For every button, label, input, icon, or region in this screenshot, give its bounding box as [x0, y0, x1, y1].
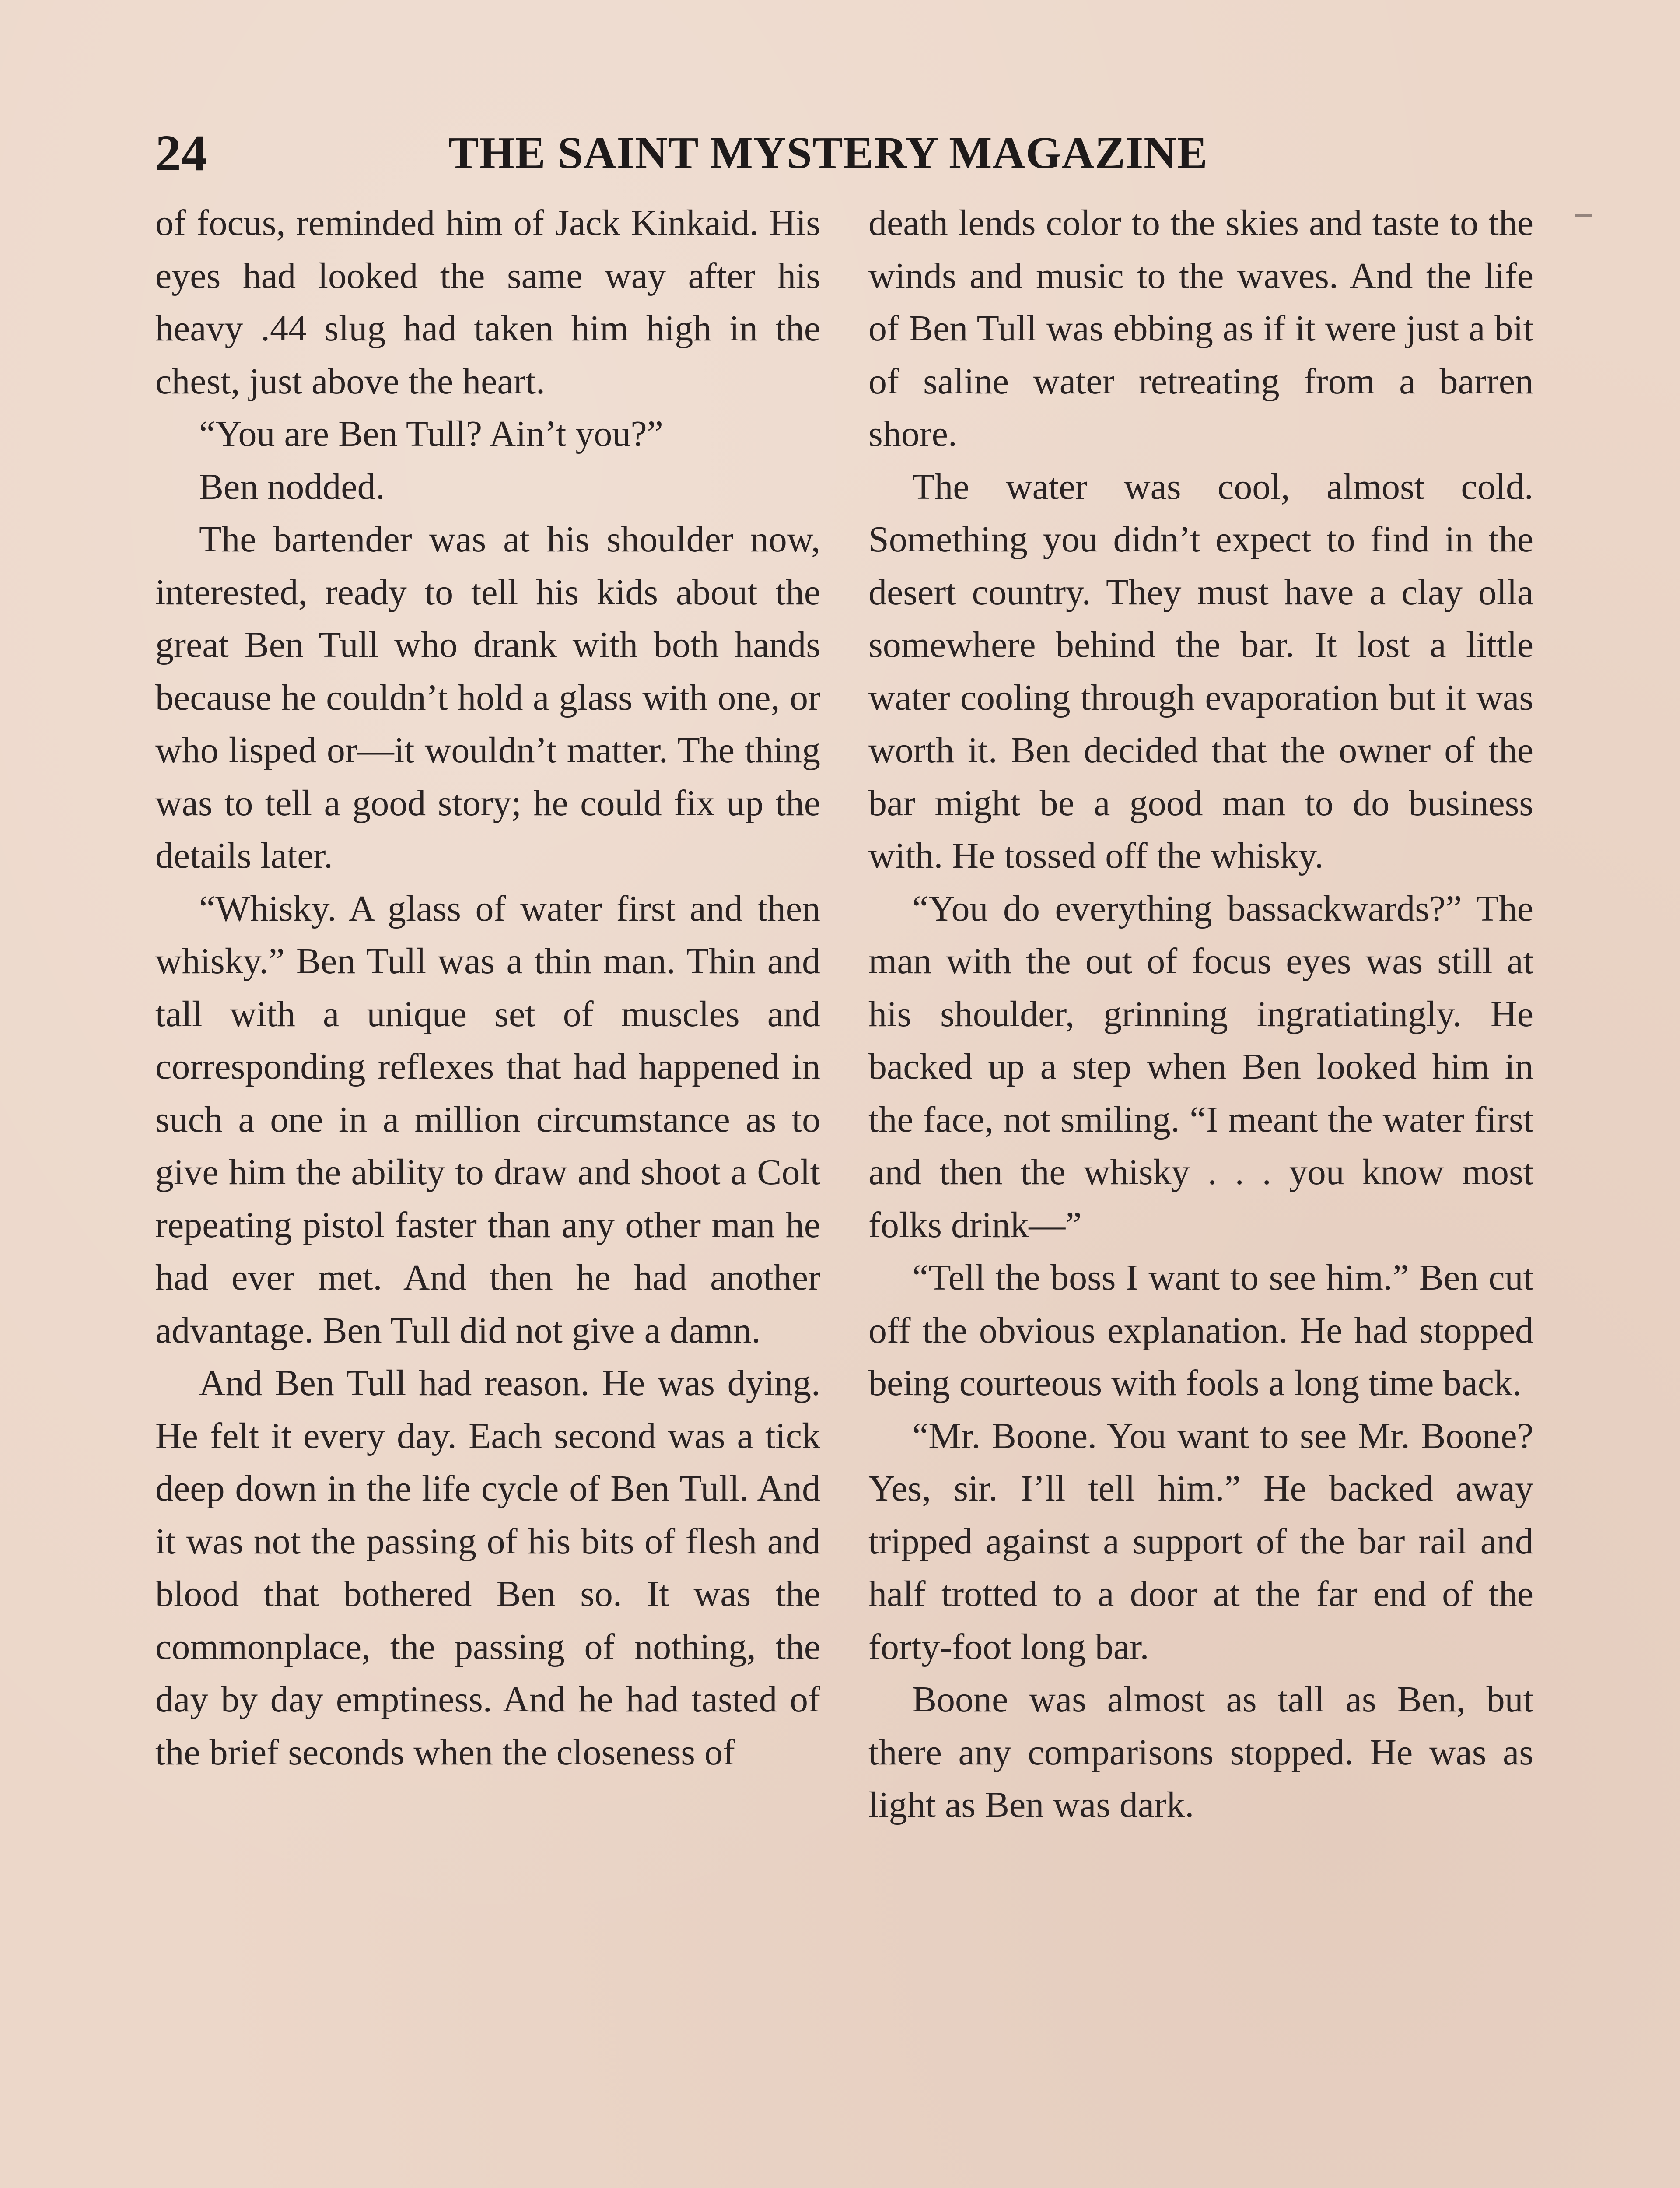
- paragraph: And Ben Tull had reason. He was dying. He felt it every day. Each second was a tick deep down in the life cycle of Ben Tull. And it was not the passing of his bits of flesh and blood that bothered Ben so. It was the commonplace, the passing of nothing, the day by day emptiness. And he had tasted of the brief seconds when the closeness of: [155, 1363, 820, 1773]
- paragraph: “Tell the boss I want to see him.” Ben cut off the obvious explanation. He had stopped being courteous with fools a long time back.: [868, 1257, 1533, 1403]
- paragraph: death lends color to the skies and taste to the winds and music to the waves. And the life of Ben Tull was ebbing as if it were just a bit of saline water retreating from a barren shore.: [868, 203, 1533, 454]
- paragraph: “You are Ben Tull? Ain’t you?”: [199, 414, 663, 454]
- stray-ink-mark: [1575, 214, 1592, 217]
- running-title: THE SAINT MYSTERY MAGAZINE: [448, 128, 1208, 178]
- page-number: 24: [155, 124, 207, 182]
- paragraph: The bartender was at his shoulder now, interested, ready to tell his kids about the great Ben Tull who drank with both hands because he couldn’t hold a glass with one, or who lisped or—it wouldn’t matter. The thing was to tell a good story; he could fix up the details later.: [155, 519, 820, 876]
- paragraph: “Whisky. A glass of water first and then whisky.” Ben Tull was a thin man. Thin and tall with a unique set of muscles and corresponding reflexes that had happened in such a one in a million circumstance as to give him the ability to draw and shoot a Colt repeating pistol faster than any other man he had ever met. And then he had another advantage. Ben Tull did not give a damn.: [155, 888, 820, 1351]
- right-column: [868, 197, 1533, 1832]
- left-column: [155, 197, 820, 1779]
- paragraph: “Mr. Boone. You want to see Mr. Boone? Yes, sir. I’ll tell him.” He backed away tripped against a support of the bar rail and half trotted to a door at the far end of the forty-foot long bar.: [868, 1415, 1533, 1667]
- page-header: [155, 120, 1525, 186]
- paragraph: Boone was almost as tall as Ben, but there any comparisons stopped. He was as light as Ben was dark.: [868, 1679, 1533, 1825]
- paragraph: “You do everything bassackwards?” The man with the out of focus eyes was still at his shoulder, grinning ingratiatingly. He backed up a step when Ben looked him in the face, not smiling. “I meant the water first and then the whisky . . . you know most folks drink—”: [868, 888, 1533, 1245]
- paragraph: The water was cool, almost cold. Something you didn’t expect to find in the desert country. They must have a clay olla somewhere behind the bar. It lost a little water cooling through evaporation but it was worth it. Ben decided that the owner of the bar might be a good man to do business with. He tossed off the whisky.: [868, 466, 1533, 876]
- paragraph: of focus, reminded him of Jack Kinkaid. His eyes had looked the same way after his heavy .44 slug had taken him high in the chest, just above the heart.: [155, 203, 820, 402]
- paragraph: Ben nodded.: [199, 466, 385, 507]
